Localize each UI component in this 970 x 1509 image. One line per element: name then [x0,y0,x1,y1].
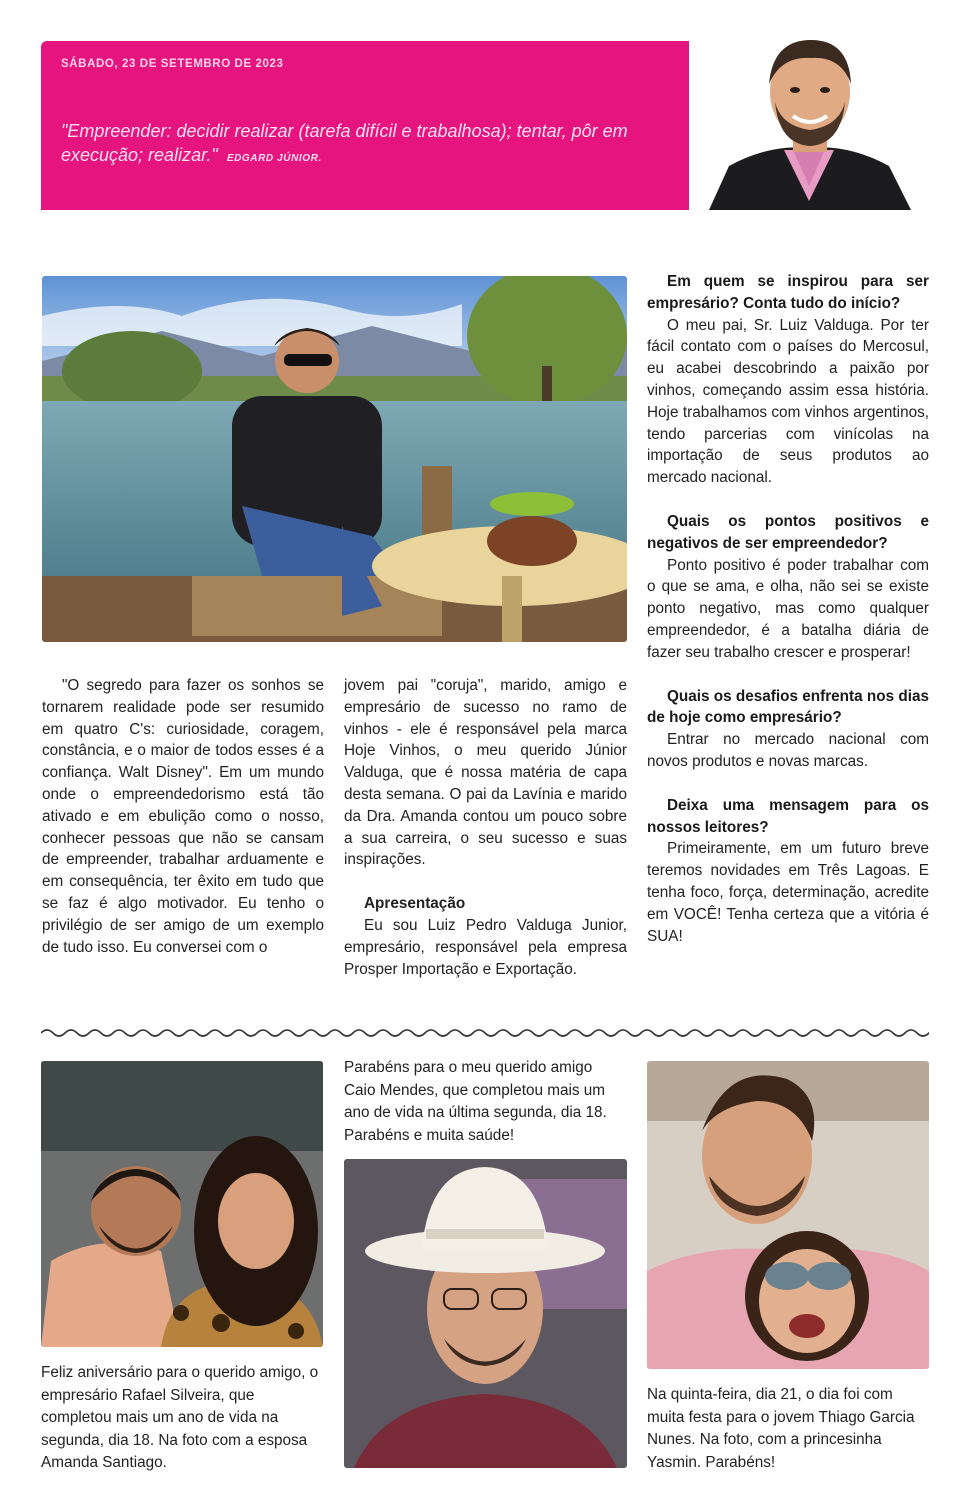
article-intro-paragraph: "O segredo para fazer os sonhos se tornarem realidade pode ser resumido em quatro C's: curiosidade, coragem, constância, e o maior de todos esses é a confiança. Walt Disney". Em um mundo onde o empreendedorismo está tão ativado e em ebulição como o nosso, conhecer pessoas que não se cansam de empreender, trabalhar arduamente e em consequência, ter êxito em tudo que se faz é algo motivador. Eu tenho o privilégio de ser amigo de um exemplo de tudo isso. Eu conversei com o [42,677,324,956]
columnist-portrait [689,26,929,210]
answer-2: Ponto positivo é poder trabalhar com o que se ama, e olha, não sei se existe ponto negativo, mas como qualquer empreendedor, é a batalha diária de fazer seu trabalho crescer e prosperar! [647,556,929,661]
answer-1: O meu pai, Sr. Luiz Valduga. Por ter fácil contato com o países do Mercosul, eu acabei descobrindo a paixão por vinhos, começando assim essa história. Hoje trabalhamos com vinhos argentinos, tendo parcerias com vinícolas na importação de seus produtos ao mercado nacional. [647,316,929,487]
column-header [41,41,929,210]
presentation-paragraph: Eu sou Luiz Pedro Valduga Junior, empresário, responsável pela empresa Prosper Importação e Exportação. [344,916,627,978]
quote-author: EDGARD JÚNIOR. [226,153,322,164]
photo-rafael-amanda [41,1061,323,1347]
photo-thiago-yasmin [647,1061,929,1369]
quote-text: "Empreender: decidir realizar (tarefa difícil e trabalhosa); tentar, pôr em execução; realizar." [61,121,628,165]
article-column-1 [42,675,324,958]
article-column-2 [344,675,627,980]
photo-caio-mendes [344,1159,627,1468]
main-photo-vineyard-lake [42,276,627,642]
answer-3: Entrar no mercado nacional com novos produtos e novas marcas. [647,731,929,770]
presentation-heading: Apresentação [364,895,466,913]
answer-4: Primeiramente, em um futuro breve teremos novidades em Três Lagoas. E tenha foco, força, determinação, acredite em VOCÊ! Tenha certeza que a vitória é SUA! [647,840,929,945]
wavy-divider [41,1026,929,1040]
caption-thiago: Na quinta-feira, dia 21, o dia foi com muita festa para o jovem Thiago Garcia Nunes. Na foto, com a princesinha Yasmin. Parabéns! [647,1386,915,1471]
caption-rafael: Feliz aniversário para o querido amigo, o empresário Rafael Silveira, que completou mais um ano de vida na segunda, dia 18. Na foto com a esposa Amanda Santiago. [41,1364,319,1471]
caption-caio: Parabéns para o meu querido amigo Caio Mendes, que completou mais um ano de vida na última segunda, dia 18. Parabéns e muita saúde! [344,1059,607,1144]
header-quote [61,119,681,171]
issue-date: SÁBADO, 23 DE SETEMBRO DE 2023 [61,58,284,70]
question-2: Quais os pontos positivos e negativos de ser empreendedor? [647,512,929,552]
question-1: Em quem se inspirou para ser empresário? Conta tudo do início? [647,273,929,312]
question-3: Quais os desafios enfrenta nos dias de hoje como empresário? [647,687,929,727]
article-continuation-paragraph: jovem pai "coruja", marido, amigo e empresário de sucesso no ramo de vinhos - ele é responsável pela marca Hoje Vinhos, o meu querido Júnior Valduga, que é nossa matéria de capa desta semana. O pai da Lavínia e marido da Dra. Amanda contou um pouco sobre a sua carreira, o seu sucesso e suas inspirações. [344,677,627,869]
question-4: Deixa uma mensagem para os nossos leitores? [647,796,929,836]
interview-qa-column [647,271,929,969]
